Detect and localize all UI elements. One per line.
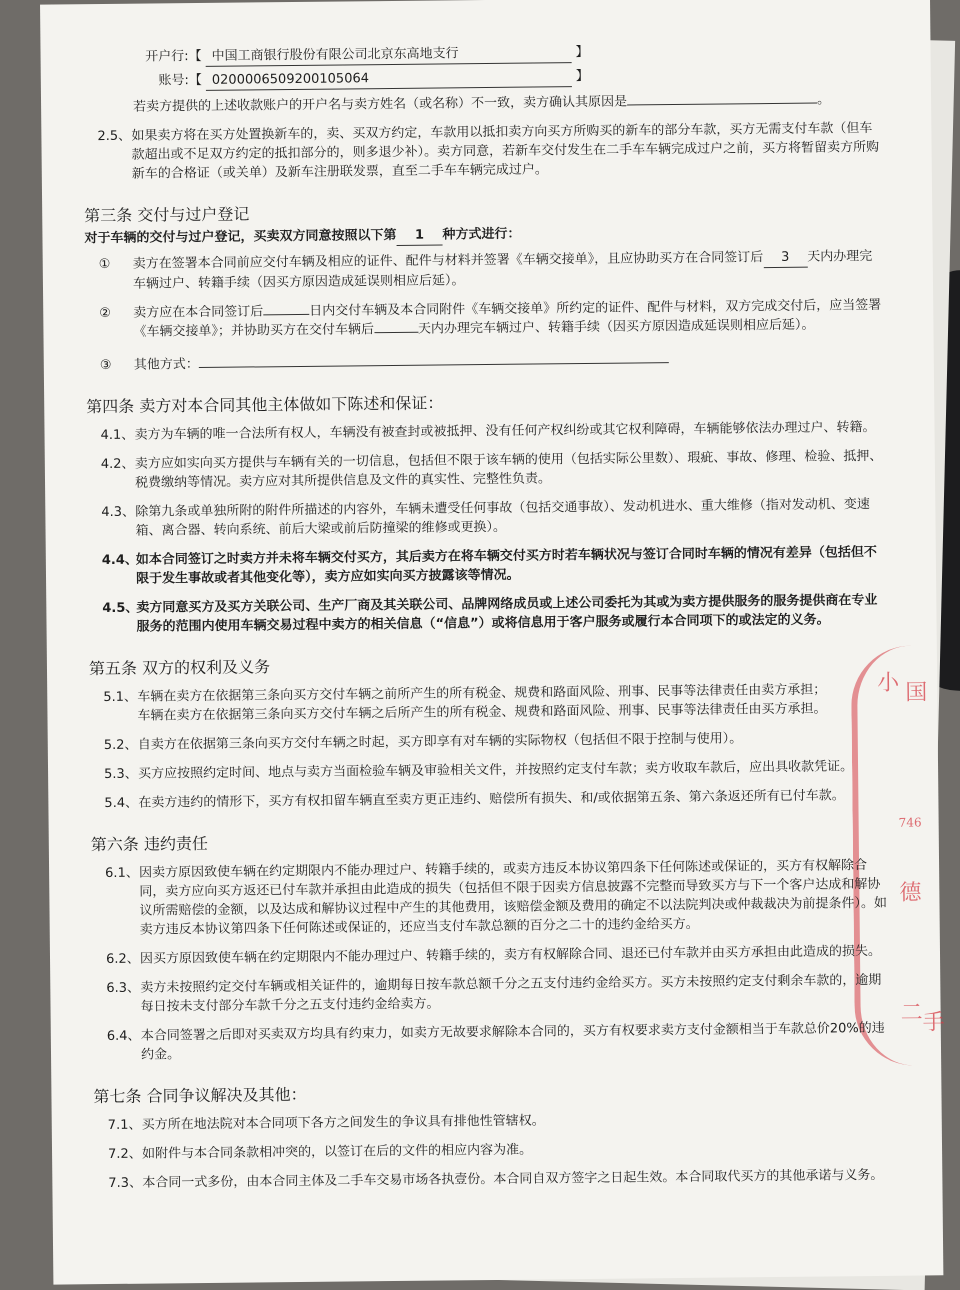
other-method-blank	[199, 362, 669, 368]
section-3-title: 第三条 交付与过户登记	[84, 204, 250, 226]
section-4-title: 第四条 卖方对本合同其他主体做如下陈述和保证：	[86, 393, 444, 417]
clause-number: 5.1、	[103, 689, 138, 706]
clause-number: 5.3、	[104, 766, 138, 783]
account-value: 0200006509200105064	[206, 67, 572, 91]
clause-number: 5.2、	[103, 737, 138, 754]
mismatch-note-end: 。	[817, 92, 831, 108]
lead-text: 对于车辆的交付与过户登记，买卖双方同意按照以下第	[84, 227, 397, 247]
days-value: 3	[763, 248, 807, 268]
clause-4-5	[88, 591, 888, 637]
method-option-3	[86, 348, 886, 375]
stamp-char: 小	[877, 670, 900, 696]
clause-text: 如附件与本合同条款相冲突的，以签订在后的文件的相应内容为准。	[141, 1142, 533, 1162]
method-option-2	[85, 296, 885, 342]
open-bank-value: 中国工商银行股份有限公司北京东高地支行	[205, 43, 571, 67]
clause-4-1	[86, 418, 886, 445]
clause-text: 车辆在卖方在依据第三条向买方交付车辆之前所产生的所有税金、规费和路面风险、刑事、民事等法律责任由卖方承担；	[137, 682, 827, 705]
stamp-char: 二	[900, 1000, 923, 1026]
section-6-title: 第六条 违约责任	[90, 833, 209, 855]
method-option-1	[85, 247, 885, 294]
clause-number: 4.4、	[101, 552, 138, 569]
transfer-days-blank	[374, 332, 418, 333]
clause-text: 在卖方违约的情形下，买方有权扣留车辆直至卖方更正违约、赔偿所有损失、和/或依据第五条、第六条返还所有已付车款。	[138, 788, 845, 811]
stamp-char: 国	[905, 680, 928, 706]
clause-text: 卖方应如实向买方提供与车辆有关的一切信息，包括但不限于该车辆的使用（包括实际公里数）、瑕疵、事故、修理、检验、抵押、税费缴纳等情况。卖方应对其所提供信息及文件的真实性、完整性负责。	[134, 448, 883, 491]
option-text: 卖方应在本合同签订后	[133, 304, 264, 321]
option-text: 卖方在签署本合同前应交付车辆及相应的证件、配件与材料并签署《车辆交接单》，且应协助买方在合同签订后	[132, 250, 764, 272]
clause-text-2: 车辆在卖方在依据第三条向买方交付车辆之后所产生的所有税金、规费和路面风险、刑事、民事等法律责任由买方承担。	[137, 701, 827, 724]
clause-number: 6.1、	[105, 865, 139, 882]
clause-5-3	[90, 757, 890, 784]
clause-number: 4.2、	[100, 456, 135, 473]
clause-number: 7.2、	[107, 1146, 142, 1163]
clause-number: 7.3、	[108, 1175, 143, 1192]
contract-body	[82, 40, 894, 1193]
clause-text: 除第九条或单独所附的附件所描述的内容外，车辆未遭受任何事故（包括交通事故）、发动机进水、重大维修（指对发动机、变速箱、离合器、转向系统、前后大梁或前后防撞梁的维修或更换）。	[135, 496, 870, 539]
clause-number: 4.5、	[102, 600, 139, 617]
clause-text: 卖方同意买方及买方关联公司、生产厂商及其关联公司、品牌网络成员或上述公司委托为其或为卖方提供服务的服务提供商在专业服务的范围内使用车辆交易过程中卖方的相关信息（“信息”）或将信息用于客户服务或履行本合同项下的或法定的义务。	[136, 592, 878, 635]
clause-number: 7.1、	[107, 1117, 142, 1134]
clause-number: 4.3、	[101, 504, 136, 521]
clause-5-1	[89, 680, 889, 726]
option-mark: ③	[99, 357, 112, 374]
clause-text: 如本合同签订之时卖方并未将车辆交付买方，其后卖方在将车辆交付买方时若车辆状况与签订合同时车辆的情况有差异（包括但不限于发生事故或者其他变化等），卖方应如实向买方披露该等情况。	[135, 544, 877, 587]
clause-text: 买方应按照约定时间、地点与卖方当面检验车辆及审验相关文件，并按照约定支付车款；卖方收取车款后，应出具收款凭证。	[138, 759, 854, 782]
option-text-end: 天内办理完车辆过户、转籍手续（因买方原因造成延误则相应后延）。	[132, 248, 873, 292]
mismatch-reason-blank	[627, 103, 817, 106]
clause-number: 6.4、	[106, 1028, 141, 1045]
section-5-title: 第五条 双方的权利及义务	[88, 657, 271, 679]
clause-5-4	[90, 786, 890, 813]
clause-4-2	[87, 447, 887, 493]
lead-text-end: 种方式进行：	[442, 226, 521, 243]
open-bank-label: 开户行:	[145, 49, 189, 65]
bracket-close: 】	[575, 68, 589, 85]
clause-text: 卖方未按照约定交付车辆或相关证件的，逾期每日按车款总额千分之五支付违约金给买方。买方未按照约定支付剩余车款的，逾期每日按未支付部分车款千分之五支付违约金给卖方。	[140, 972, 882, 1015]
clause-number: 6.3、	[106, 980, 141, 997]
bracket-open: 【	[188, 48, 202, 65]
option-text-mid: 日内交付车辆及本合同附件《车辆交接单》所约定的证件、配件与材料，双方完成交付后，应当签署《车辆交接单》；并协助买方在交付车辆后	[133, 297, 882, 340]
method-number: 1	[396, 225, 442, 245]
contract-page	[40, 0, 943, 1285]
clause-6-2	[92, 942, 892, 969]
clause-7-1	[94, 1108, 894, 1135]
bracket-close: 】	[575, 44, 589, 61]
account-label: 账号:	[158, 73, 189, 89]
clause-2-5	[83, 119, 884, 184]
clause-text: 因买方原因致使车辆在约定期限内不能办理过户、转籍手续的，卖方有权解除合同、退还已付车款并由买方承担由此造成的损失。	[139, 943, 882, 967]
option-text-end: 天内办理完车辆过户、转籍手续（因买方原因造成延误则相应后延）。	[417, 317, 815, 337]
mismatch-note-text: 若卖方提供的上述收款账户的开户名与卖方姓名（或名称）不一致，卖方确认其原因是	[133, 94, 628, 115]
clause-5-2	[90, 728, 890, 755]
section-3-lead	[84, 221, 884, 249]
option-mark: ②	[99, 305, 111, 322]
clause-6-4	[93, 1019, 893, 1065]
section-7-title: 第七条 合同争议解决及其他：	[93, 1084, 307, 1107]
clause-text: 卖方为车辆的唯一合法所有权人，车辆没有被查封或被抵押、没有任何产权纠纷或其它权利障碍，车辆能够依法办理过户、转籍。	[134, 419, 876, 443]
clause-4-3	[87, 495, 887, 541]
clause-text: 本合同一式多份，由本合同主体及二手车交易市场各执壹份。本合同自双方签字之日起生效。本合同取代买方的其他承诺与义务。	[142, 1167, 884, 1191]
clause-number: 6.2、	[105, 951, 140, 968]
clause-7-3	[94, 1166, 894, 1193]
clause-text: 如果卖方将在买方处置换新车的，卖、买双方约定，车款用以抵扣卖方向买方所购买的新车的部分车款，买方无需支付车款（但车款超出或不足双方约定的抵扣部分的，则多退少补）。卖方同意，若新车交付发生在二手车车辆完成过户之前，买方将暂留卖方所购新车的合格证（或关单）及新车注册联发票，直至二手车车辆完成过户。	[131, 120, 880, 182]
clause-6-3	[92, 971, 892, 1017]
stamp-char: 德	[899, 880, 922, 906]
other-method-label: 其他方式：	[133, 357, 199, 373]
clause-number: 5.4、	[104, 795, 139, 812]
clause-text: 自卖方在依据第三条向买方交付车辆之时起，买方即享有对车辆的实际物权（包括但不限于控制与使用）。	[137, 731, 743, 753]
clause-text: 因卖方原因致使车辆在约定期限内不能办理过户、转籍手续的，或卖方违反本协议第四条下任何陈述或保证的，买方有权解除合同，卖方应向买方返还已付车款并承担由此造成的损失（包括但不限于因卖方信息披露不完整而导致买方与下一个客户达成和解协议所需赔偿的金额，以及达成和解协议过程中产生的其他费用，该赔偿金额及费用的确定不以法院判决或仲裁裁决为前提条件）。如卖方违反本协议第四条下任何陈述或保证的，还应当支付车款总额的百分之二十的违约金给买方。	[139, 858, 888, 938]
clause-text: 本合同签署之后即对买卖双方均具有约束力，如卖方无故要求解除本合同的，买方有权要求卖方支付金额相当于车款总价20%的违约金。	[140, 1020, 885, 1063]
clause-number: 2.5、	[97, 128, 132, 145]
clause-6-1	[91, 856, 892, 940]
clause-text: 买方所在地法院对本合同项下各方之间发生的争议具有排他性管辖权。	[141, 1113, 545, 1133]
stamp-char: 手	[922, 1010, 945, 1036]
clause-4-4	[88, 543, 888, 589]
option-mark: ①	[98, 256, 111, 273]
clause-number: 4.1、	[100, 427, 135, 444]
clause-7-2	[94, 1137, 894, 1164]
bracket-open: 【	[188, 72, 202, 89]
delivery-days-blank	[263, 314, 309, 315]
stamp-char: 746	[898, 815, 922, 830]
